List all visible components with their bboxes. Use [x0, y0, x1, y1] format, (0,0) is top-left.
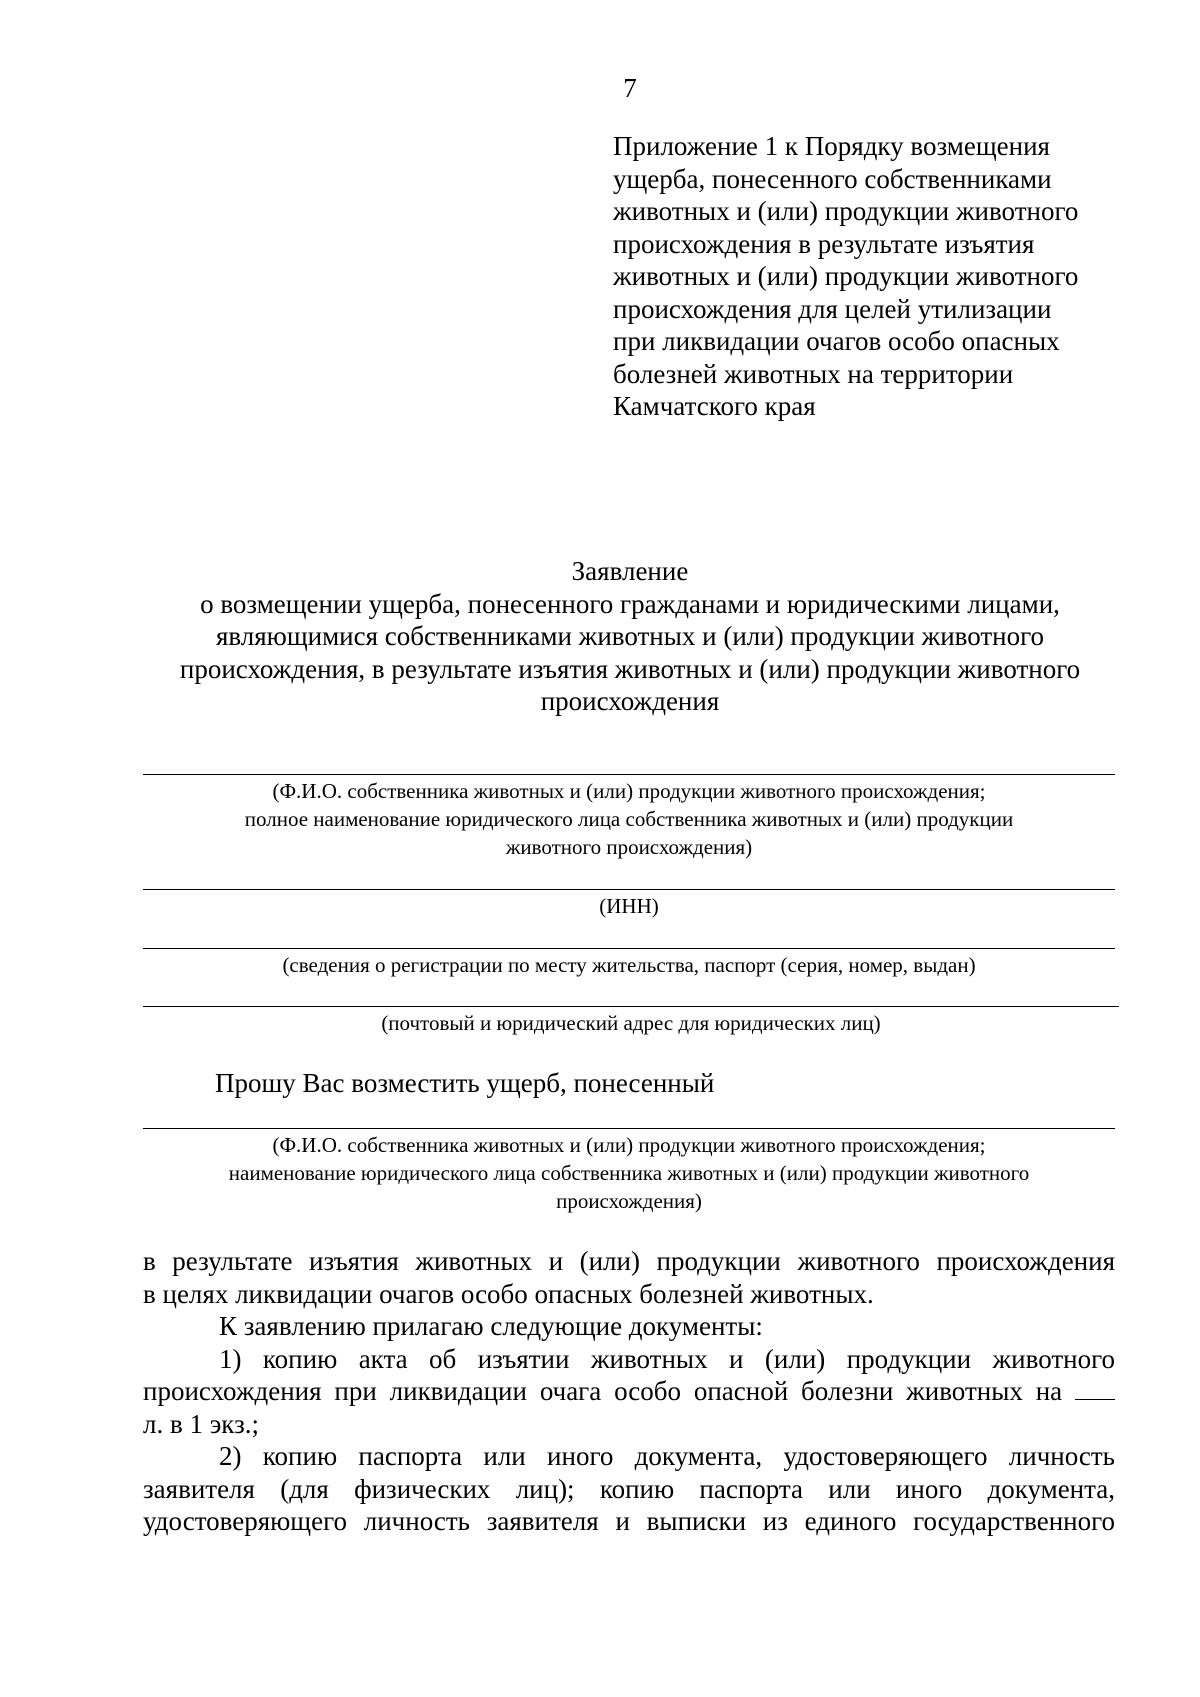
body-line: в результате изъятия животных и (или) продукции животного происхождения	[143, 1246, 1115, 1276]
request-owner-field-line[interactable]	[143, 1128, 1115, 1129]
page-number: 7	[623, 73, 637, 103]
registration-field-line[interactable]	[143, 948, 1115, 949]
caption-line: животного происхождения)	[505, 835, 753, 859]
inn-field-line[interactable]	[143, 889, 1115, 890]
appendix-line: при ликвидации очагов особо опасных	[613, 326, 1060, 356]
attachment-item-1-line	[143, 1375, 1115, 1408]
attachment-item-1-line: л. в 1 экз.;	[143, 1408, 259, 1439]
caption-line: (ИНН)	[599, 894, 659, 918]
attachment-item-2-line: удостоверяющего личность заявителя и выписки из единого государственного	[143, 1506, 1115, 1536]
appendix-line: болезней животных на территории	[613, 358, 1014, 389]
appendix-note	[613, 130, 1173, 423]
attachment-item-2-line: заявителя (для физических лиц); копию паспорта или иного документа,	[143, 1473, 1115, 1504]
caption-line: полное наименование юридического лица собственника животных и (или) продукции	[244, 807, 1014, 831]
attachment-item-2-line: 2) копию паспорта или иного документа, удостоверяющего личность	[219, 1441, 1115, 1471]
title-line: происхождения	[540, 686, 720, 716]
appendix-line: животных и (или) продукции животного	[613, 261, 1079, 291]
body-text	[143, 1245, 1115, 1538]
request-owner-caption	[143, 1131, 1115, 1215]
title-heading: Заявление	[571, 556, 689, 586]
attachments-intro: К заявлению прилагаю следующие документы:	[219, 1311, 763, 1341]
owner-field-line[interactable]	[143, 774, 1115, 775]
owner-field-caption	[143, 777, 1115, 861]
appendix-line: Камчатского края	[613, 391, 816, 421]
caption-line: (Ф.И.О. собственника животных и (или) продукции животного происхождения;	[272, 779, 986, 803]
appendix-line: ущерба, понесенного собственниками	[613, 163, 1052, 194]
item-text: происхождения при ликвидации очага особо опасной болезни животных на	[143, 1376, 1063, 1406]
caption-line: происхождения)	[556, 1189, 702, 1213]
attachment-item-1-line: 1) копию акта об изъятии животных и (или) продукции животного	[219, 1343, 1115, 1374]
body-line: в целях ликвидации очагов особо опасных болезней животных.	[143, 1278, 874, 1309]
title-line: о возмещении ущерба, понесенного гражданами и юридическими лицами,	[200, 588, 1060, 619]
inn-field-caption	[143, 892, 1115, 920]
request-text: Прошу Вас возместить ущерб, понесенный	[215, 1068, 715, 1098]
document-title	[140, 555, 1120, 718]
appendix-line: происхождения для целей утилизации	[613, 293, 1052, 324]
caption-line: (сведения о регистрации по месту жительства, паспорт (серия, номер, выдан)	[282, 953, 976, 977]
appendix-line: Приложение 1 к Порядку возмещения	[613, 131, 1050, 161]
address-field-caption	[143, 1009, 1119, 1037]
appendix-line: животных и (или) продукции животного	[613, 196, 1079, 226]
caption-line: (Ф.И.О. собственника животных и (или) продукции животного происхождения;	[272, 1133, 986, 1157]
title-line: являющимися собственниками животных и (или) продукции животного	[215, 621, 1045, 651]
registration-field-caption	[143, 951, 1115, 979]
caption-line: наименование юридического лица собственника животных и (или) продукции животного	[228, 1161, 1030, 1185]
title-line: происхождения, в результате изъятия животных и (или) продукции животного	[179, 653, 1081, 684]
caption-line: (почтовый и юридический адрес для юридических лиц)	[381, 1011, 881, 1035]
sheet-count-blank[interactable]	[1075, 1377, 1115, 1400]
address-field-line[interactable]	[143, 1006, 1119, 1007]
appendix-line: происхождения в результате изъятия	[613, 228, 1035, 259]
